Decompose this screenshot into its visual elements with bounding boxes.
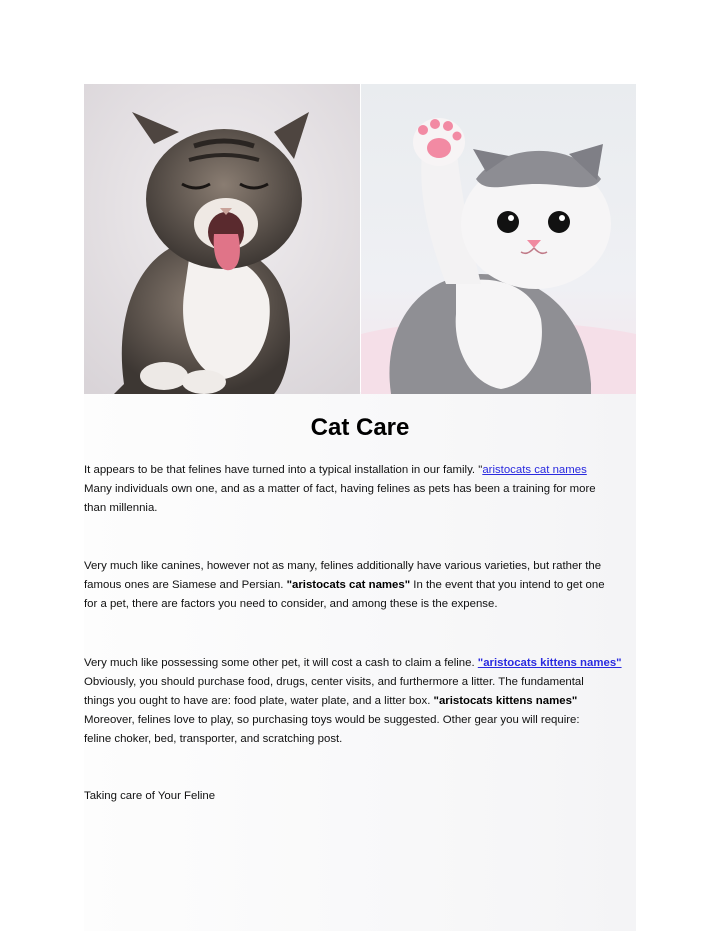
text-line: Taking care of Your Feline <box>84 790 216 802</box>
text-run: things you ought to have are: food plate, water plate, and a litter box. <box>84 695 434 707</box>
aristocats-cat-names-link[interactable]: aristocats cat names <box>482 464 587 476</box>
text-line: for a pet, there are factors you need to consider, and among these is the expense. <box>84 598 498 610</box>
text-line: Many individuals own one, and as a matter of fact, having felines as pets has been a training for more <box>84 483 596 495</box>
paragraph-cost <box>84 654 640 749</box>
text-line <box>84 576 640 595</box>
paragraph-taking-care <box>84 787 640 806</box>
aristocats-kittens-names-link[interactable]: "aristocats kittens names" <box>477 657 622 669</box>
paragraph-varieties <box>84 557 640 614</box>
keyword-bold: "aristocats kittens names" <box>433 695 578 707</box>
text-line: than millennia. <box>84 502 158 514</box>
text-line <box>84 461 640 480</box>
text-run: famous ones are Siamese and Persian. <box>84 579 287 591</box>
text-line: Obviously, you should purchase food, drugs, center visits, and furthermore a litter. The fundamental <box>84 676 584 688</box>
text-run: Very much like possessing some other pet, it will cost a cash to claim a feline. <box>84 657 478 669</box>
page-title: Cat Care <box>310 414 410 441</box>
text-line: feline choker, bed, transporter, and scratching post. <box>84 733 343 745</box>
paragraph-intro <box>84 461 640 518</box>
text-line: Moreover, felines love to play, so purchasing toys would be suggested. Other gear you will require: <box>84 714 580 726</box>
text-line <box>84 654 640 673</box>
text-line: Very much like canines, however not as many, felines additionally have various varieties, but rather the <box>84 560 602 572</box>
keyword-bold: "aristocats cat names" <box>286 579 411 591</box>
text-run: In the event that you intend to get one <box>410 579 605 591</box>
kitten-yawning-photo <box>84 84 360 394</box>
text-line <box>84 692 640 711</box>
kitten-raising-paw-photo <box>361 84 636 394</box>
text-run: It appears to be that felines have turned into a typical installation in our family. " <box>84 464 483 476</box>
